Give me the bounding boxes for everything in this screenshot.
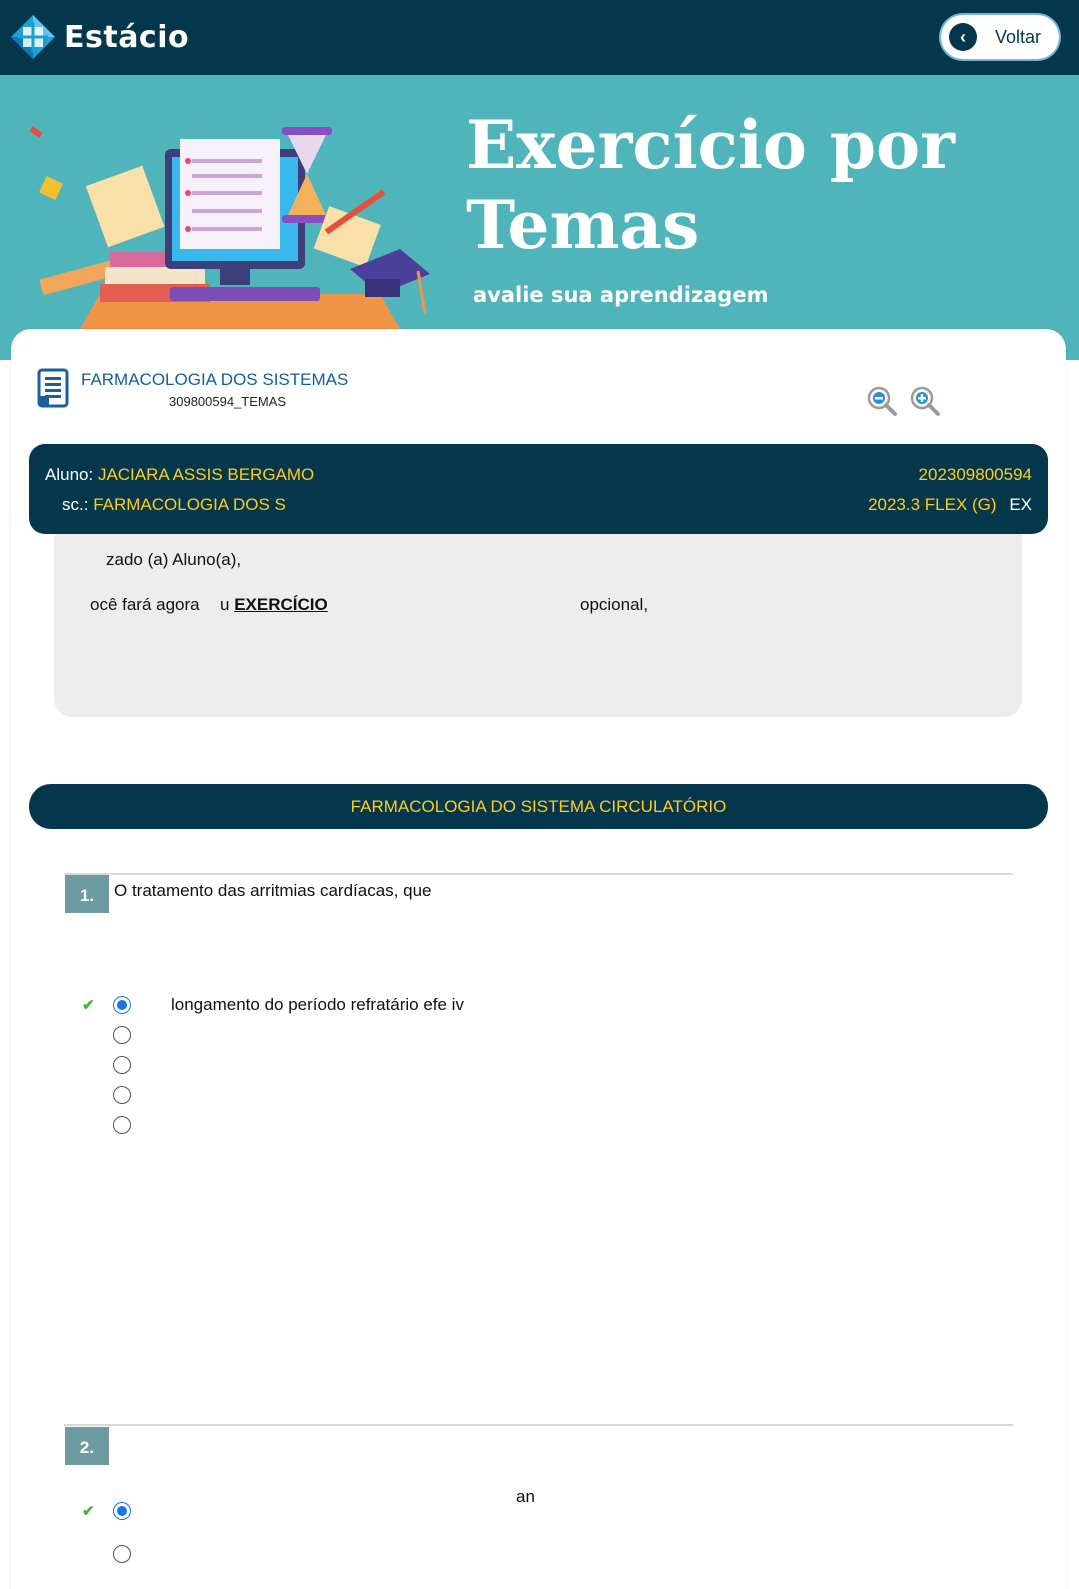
question-number: 1. [65,875,109,913]
question-text: O tratamento das arritmias cardíacas, que [114,881,432,900]
zoom-in-icon[interactable] [909,385,941,417]
student-info-bar [29,444,1048,534]
chevron-left-icon: ‹ [949,23,977,51]
question-divider [64,1424,1013,1426]
notice-line2b [220,595,328,615]
disc-name: FARMACOLOGIA DOS S [93,495,286,514]
option-radio-c[interactable] [113,1056,131,1074]
notice-line1: zado (a) Aluno(a), [106,550,242,569]
option-radio-a[interactable] [113,1502,131,1520]
option-radio-a[interactable] [113,996,131,1014]
aluno-name: JACIARA ASSIS BERGAMO [97,465,315,484]
disc-label: sc.: [62,495,89,514]
option-text-a: longamento do período refratário efe iv [171,995,464,1014]
banner-title [466,105,1026,265]
matricula: 202309800594 [918,465,1032,484]
student-row [45,465,314,485]
document-list-icon [37,368,71,408]
correct-check-icon: ✔ [82,997,95,1014]
back-button[interactable] [941,15,1059,59]
notice-line2a: ocê fará agora [90,595,200,614]
option-radio-b[interactable] [113,1545,131,1563]
back-button-label: Voltar [995,26,1042,47]
study-illustration-icon [20,119,450,349]
banner [0,75,1079,360]
banner-subtitle: avalie sua aprendizagem [473,283,769,307]
tipo: EX [1009,495,1032,514]
course-title: FARMACOLOGIA DOS SISTEMAS [81,370,349,389]
question-divider [64,873,1013,875]
discipline-row [62,495,286,515]
zoom-out-icon[interactable] [866,385,898,417]
banner-title-line1: Exercício por [466,106,955,184]
notice-box [54,534,1022,717]
option-radio-e[interactable] [113,1116,131,1134]
question-number: 2. [65,1427,109,1465]
section-title-bar: FARMACOLOGIA DO SISTEMA CIRCULATÓRIO [29,784,1048,829]
option-radio-b[interactable] [113,1026,131,1044]
notice-line2b-text: u [220,595,230,614]
course-code: 309800594_TEMAS [169,394,287,409]
periodo: 2023.3 FLEX (G) [868,495,997,514]
estacio-logo[interactable] [10,14,189,60]
estacio-diamond-icon [10,14,56,60]
brand-name: Estácio [64,19,190,55]
top-bar [0,0,1079,75]
banner-title-line2: Temas [466,186,700,264]
question-text: an [516,1487,535,1506]
correct-check-icon: ✔ [82,1503,95,1520]
exercicio-link[interactable]: EXERCÍCIO [234,595,328,614]
option-radio-d[interactable] [113,1086,131,1104]
aluno-label: Aluno: [45,465,94,484]
notice-line2c: opcional, [580,595,649,614]
period-row [868,495,1032,515]
